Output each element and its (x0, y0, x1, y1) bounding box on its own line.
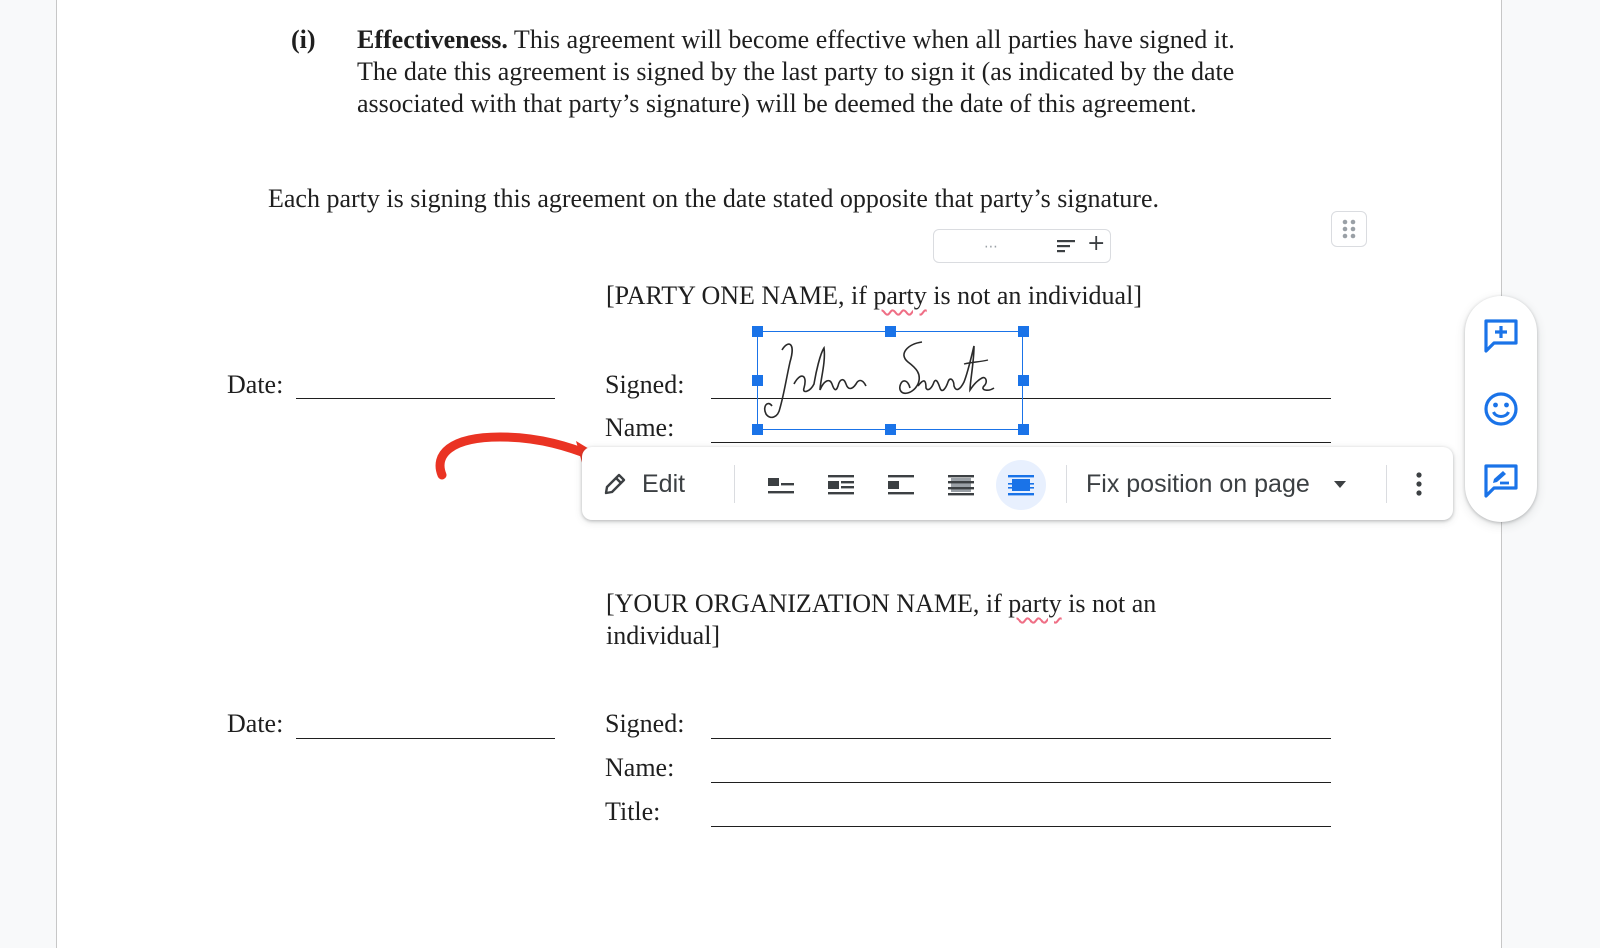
resize-handle-bottom[interactable] (885, 424, 896, 435)
behind-text-icon (947, 474, 975, 496)
signature-image[interactable] (757, 331, 1023, 430)
more-vert-icon (1415, 471, 1423, 497)
party-one-signed-label: Signed: (605, 370, 685, 399)
party-two-title-label: Title: (605, 797, 661, 826)
spelling-flagged-word[interactable]: party (873, 281, 927, 310)
party-two-date-label: Date: (227, 709, 284, 738)
resize-handle-top-right[interactable] (1018, 326, 1029, 337)
party-one-heading-text: [PARTY ONE NAME, if (606, 281, 874, 310)
add-column-icon[interactable]: + (1087, 231, 1106, 256)
side-action-panel (1465, 296, 1537, 522)
sort-icon (1056, 236, 1076, 256)
add-comment-icon (1482, 317, 1520, 355)
paragraph-line-2: The date this agreement is signed by the last party to sign it (as indicated by the date (357, 57, 1235, 86)
add-emoji-reaction-button[interactable] (1481, 389, 1521, 429)
wrap-text-icon (827, 474, 855, 496)
in-front-of-text-icon (1007, 474, 1035, 496)
party-two-name-line[interactable] (711, 782, 1331, 783)
party-one-name-label: Name: (605, 413, 675, 442)
section-number: (i) (291, 25, 316, 54)
more-options-button[interactable] (1402, 463, 1436, 505)
resize-handle-right[interactable] (1018, 375, 1029, 386)
toolbar-divider (1066, 465, 1067, 503)
table-row-handle[interactable] (1331, 211, 1367, 247)
emoji-icon (1482, 390, 1520, 428)
inline-wrap-icon (767, 474, 795, 496)
party-two-signed-label: Signed: (605, 709, 685, 738)
resize-handle-top[interactable] (885, 326, 896, 337)
party-one-heading[interactable] (606, 280, 1142, 312)
inline-wrap-button[interactable] (756, 460, 806, 510)
resize-handle-bottom-left[interactable] (752, 424, 763, 435)
party-two-heading[interactable] (606, 588, 1156, 620)
toolbar-divider (1386, 465, 1387, 503)
party-two-signed-line[interactable] (711, 738, 1331, 739)
toolbar-divider (734, 465, 735, 503)
party-two-name-label: Name: (605, 753, 675, 782)
position-select-value: Fix position on page (1086, 469, 1310, 498)
section-heading: Effectiveness. (357, 25, 508, 54)
table-column-handle[interactable] (933, 229, 1111, 263)
effectiveness-paragraph[interactable] (357, 24, 1235, 120)
image-options-toolbar (582, 447, 1453, 520)
party-one-date-label: Date: (227, 370, 284, 399)
edit-image-button[interactable] (602, 463, 685, 505)
party-two-heading-text-end: is not an (1061, 589, 1157, 618)
resize-handle-top-left[interactable] (752, 326, 763, 337)
suggest-edits-icon (1482, 462, 1520, 500)
party-one-name-line[interactable] (711, 442, 1331, 443)
resize-handle-bottom-right[interactable] (1018, 424, 1029, 435)
add-comment-button[interactable] (1481, 316, 1521, 356)
wrap-text-button[interactable] (816, 460, 866, 510)
signing-statement[interactable]: Each party is signing this agreement on the date stated opposite that party’s signature. (268, 184, 1159, 213)
paragraph-line-1: This agreement will become effective when all parties have signed it. (507, 25, 1235, 54)
handwritten-signature (758, 332, 1021, 428)
drag-handle-icon (1332, 212, 1366, 246)
party-one-date-line[interactable] (296, 398, 555, 399)
suggest-edits-button[interactable] (1481, 461, 1521, 501)
party-one-heading-text-end: is not an individual] (926, 281, 1142, 310)
edit-label: Edit (642, 469, 686, 498)
party-two-date-line[interactable] (296, 738, 555, 739)
break-text-icon (887, 474, 915, 496)
paragraph-line-3: associated with that party’s signature) will be deemed the date of this agreement. (357, 89, 1197, 118)
spelling-flagged-word[interactable]: party (1008, 589, 1062, 618)
party-two-title-line[interactable] (711, 826, 1331, 827)
party-two-heading-text: [YOUR ORGANIZATION NAME, if (606, 589, 1009, 618)
party-two-heading-line-2: individual] (606, 621, 721, 650)
resize-handle-left[interactable] (752, 375, 763, 386)
break-text-button[interactable] (876, 460, 926, 510)
caret-down-icon (1332, 479, 1348, 489)
position-select[interactable] (1086, 463, 1348, 505)
drag-handle-icon: ⋯ (984, 239, 999, 255)
behind-text-button[interactable] (936, 460, 986, 510)
in-front-of-text-button[interactable] (996, 460, 1046, 510)
pencil-icon (602, 471, 628, 497)
